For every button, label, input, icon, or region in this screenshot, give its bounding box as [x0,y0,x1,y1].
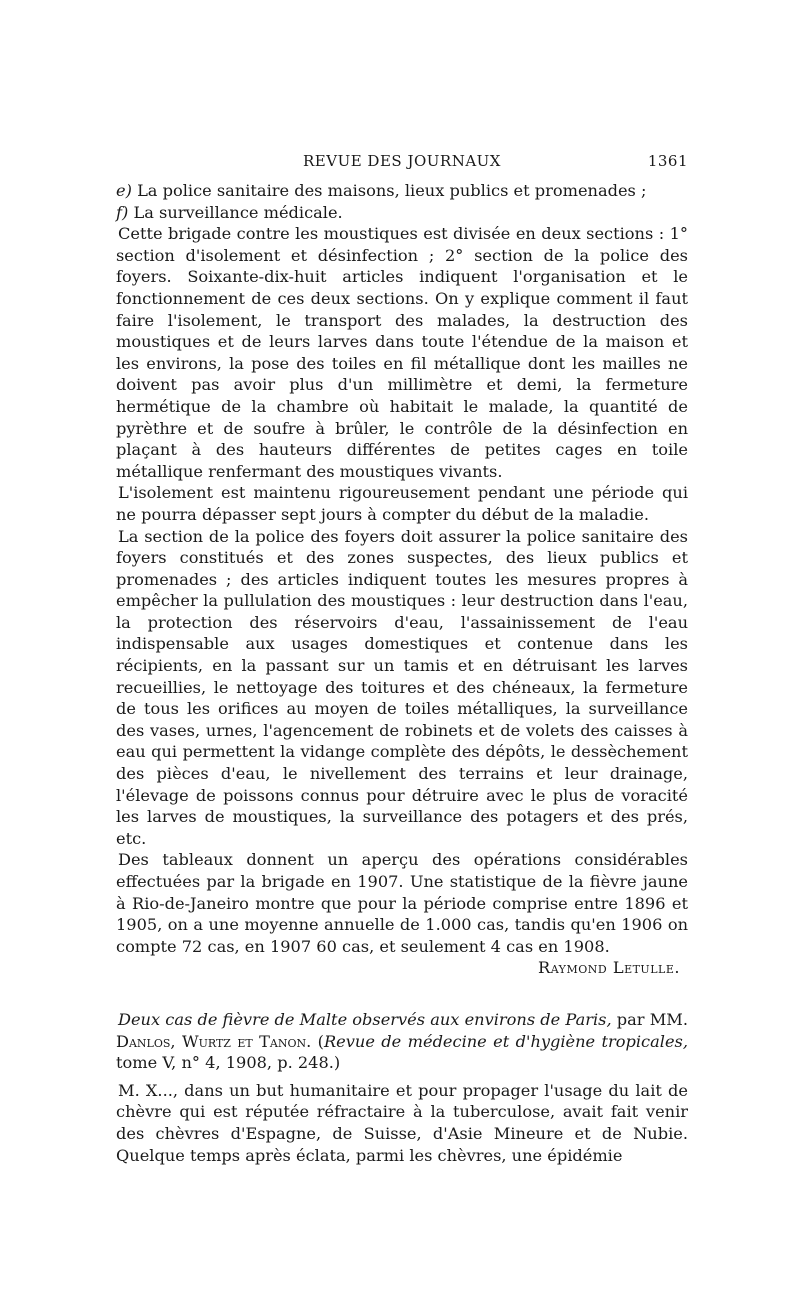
paragraph: M. X..., dans un but humanitaire et pour propager l'usage du lait de chèvre qui est réputée réfractaire à la tuberculose, avait fait venir des chèvres d'Espagne, de Suisse, d'Asie Mineure et de Nubie. Quelque temps après éclata, parmi les chèvres, une épidémie [116,1080,688,1165]
running-head [116,150,688,180]
section-divider [116,979,688,1009]
author-signature: Raymond Letulle. [538,958,680,978]
item-text: La police sanitaire des maisons, lieux publics et promenades ; [137,181,647,200]
item-text: La surveillance médicale. [133,202,343,222]
list-item-f [116,202,688,224]
page-number: 1361 [647,152,688,170]
citation-par: par [616,1009,645,1029]
page [116,150,688,1166]
journal-name: Revue de médecine et d'hygiène tropicales, [323,1031,688,1051]
article-text [116,180,688,1166]
paragraph: Cette brigade contre les moustiques est divisée en deux sections : 1° section d'isolement et désinfection ; 2° section de la police des foyers. Soixante-dix-huit articles indiquent l'organisation et le fonctionnement de ces deux sections. On y explique comment il faut faire l'isolement, le transport des malades, la destruction des moustiques et de leurs larves dans toute l'étendue de la maison et les environs, la pose des toiles en fil métallique dont les mailles ne doivent pas avoir plus d'un millimètre et demi, la fermeture hermétique de la chambre où habitait le malade, la quantité de pyrèthre et de soufre à brûler, le contrôle de la désinfection en plaçant à des hauteurs différentes de petites cages en toile métallique renfermant des moustiques vivants. [116,224,688,481]
running-title: REVUE DES JOURNAUX [303,152,501,170]
citation-open: ( [317,1031,324,1051]
article-title: Deux cas de fièvre de Malte observés aux environs de Paris, [118,1009,612,1029]
item-label: e) [116,181,132,200]
paragraph: Des tableaux donnent un aperçu des opérations considérables effectuées par la brigade en 1907. Une statistique de la fièvre jaune à Rio-de-Janeiro montre que pour la période comprise entre 1896 et 1905, on a une moyenne annuelle de 1.000 cas, tandis qu'en 1906 on compte 72 cas, en 1907 60 cas, et seulement 4 cas en 1908. [116,850,688,956]
article-citation [116,1009,688,1074]
article-authors: MM. Danlos, Wurtz et Tanon. [116,1009,688,1051]
citation-details: tome V, n° 4, 1908, p. 248.) [116,1053,341,1073]
list-item-e [116,180,688,202]
paragraph: La section de la police des foyers doit assurer la police sanitaire des foyers constitués et des zones suspectes, des lieux publics et promenades ; des articles indiquent toutes les mesures propres à empêcher la pullulation des moustiques : leur destruction dans l'eau, la protection des réservoirs d'eau, l'assainissement de l'eau indispensable aux usages domestiques et contenue dans les récipients, en la passant sur un tamis et en détruisant les larves recueillies, le nettoyage des toitures et des chéneaux, la fermeture de tous les orifices au moyen de toiles métalliques, la surveillance des vases, urnes, l'agencement de robinets et de volets des caisses à eau qui permettent la vidange complète des dépôts, le dessèchement des pièces d'eau, le nivellement des terrains et leur drainage, l'élevage de poissons connus pour détruire avec le plus de voracité les larves de moustiques, la surveillance des potagers et des prés, etc. [116,526,688,848]
paragraph: L'isolement est maintenu rigoureusement pendant une période qui ne pourra dépasser sept jours à compter du début de la maladie. [116,483,688,524]
item-label: f) [116,202,129,222]
